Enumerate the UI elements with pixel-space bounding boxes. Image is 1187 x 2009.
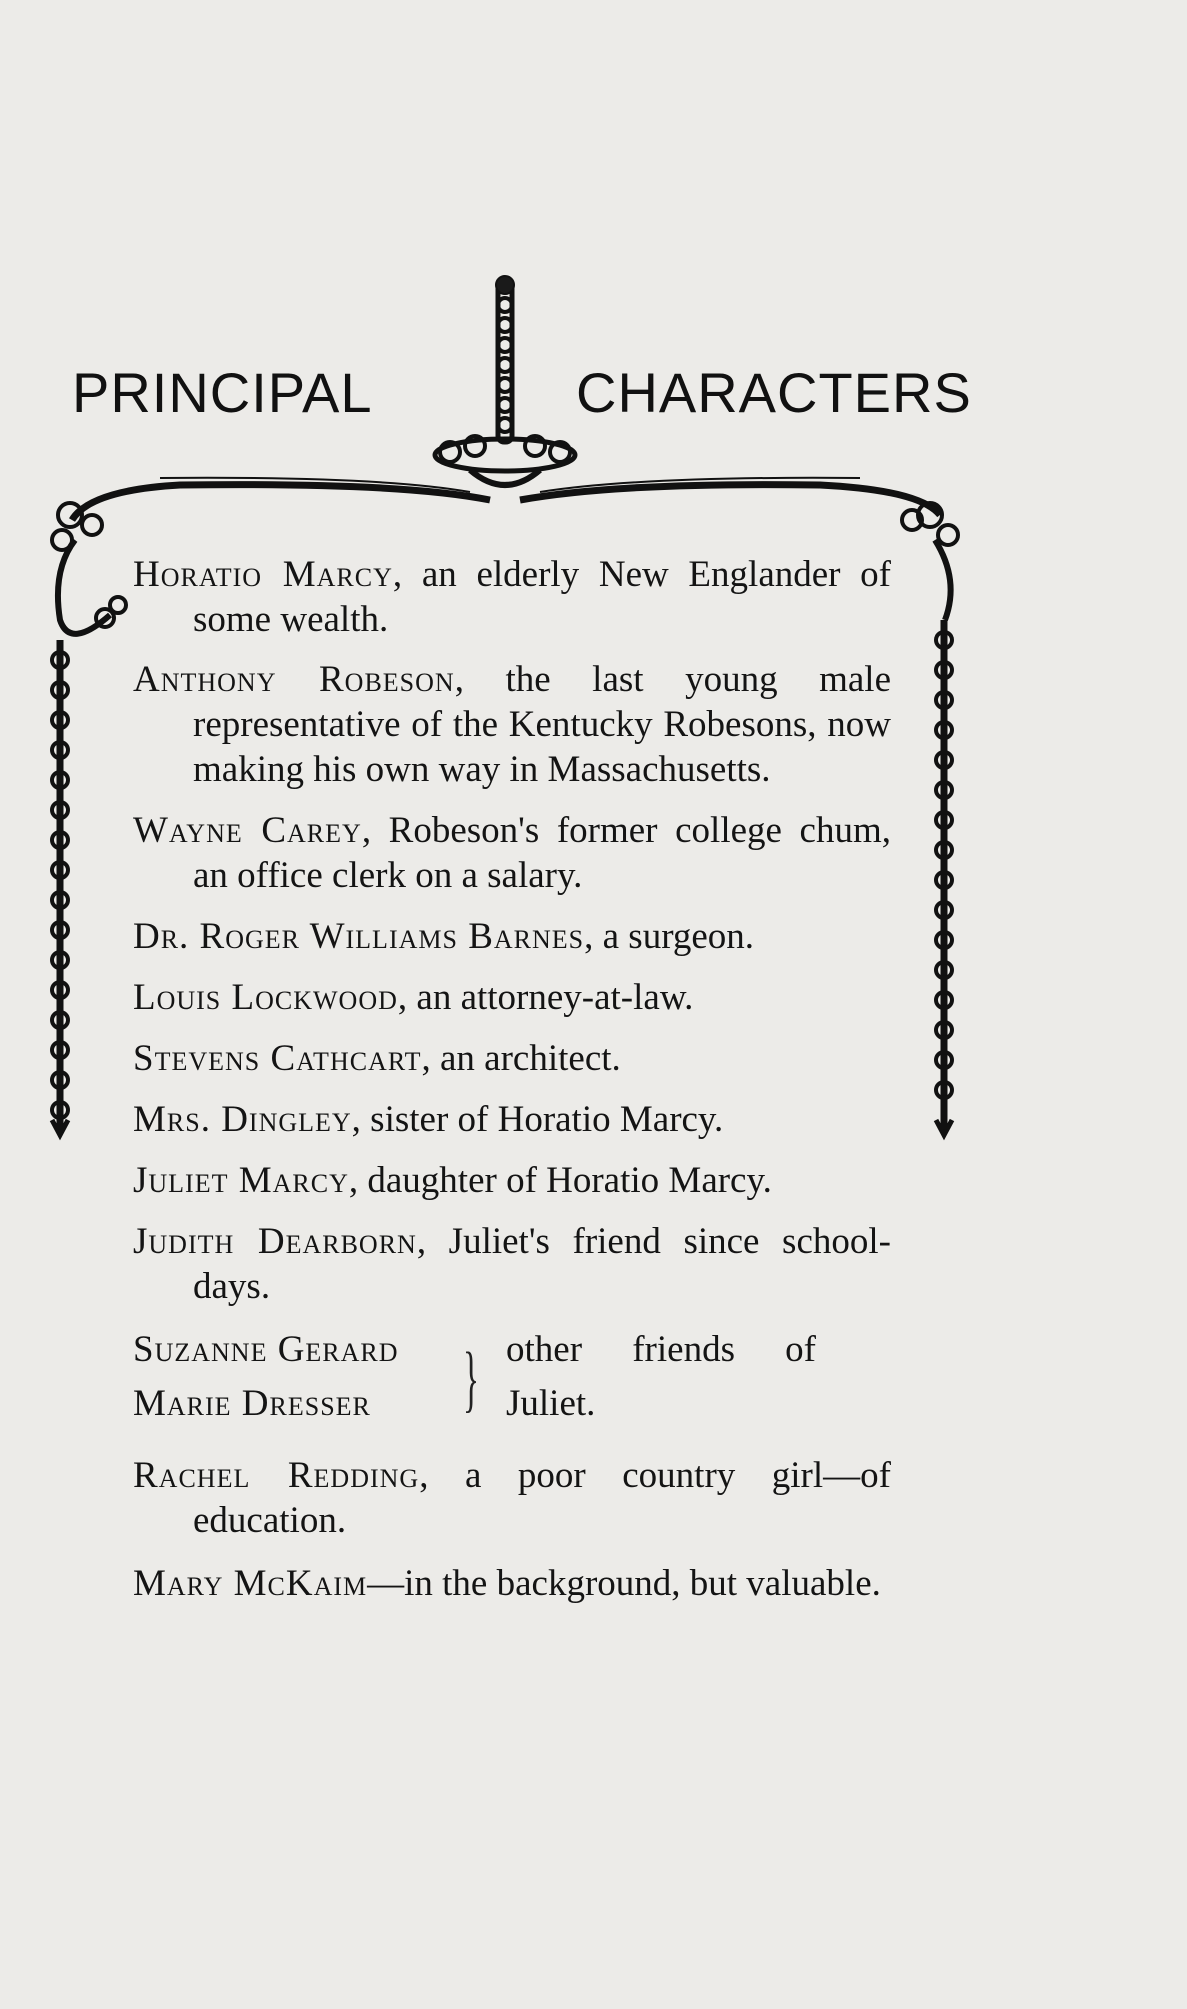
character-name: Suzanne Gerard <box>133 1329 399 1370</box>
list-item <box>133 808 891 898</box>
character-desc: , an architect. <box>421 1038 621 1079</box>
list-item <box>133 1158 891 1203</box>
character-name: Marie Dresser <box>133 1383 371 1424</box>
character-name: Juliet Marcy <box>133 1160 349 1201</box>
character-name: Mrs. Dingley <box>133 1099 352 1140</box>
heading-characters: CHARACTERS <box>576 361 972 424</box>
character-desc: , a poor country girl—of education. <box>193 1455 891 1541</box>
list-item <box>133 1453 891 1543</box>
character-name: Wayne Carey <box>133 810 362 851</box>
character-desc: —in the background, but valuable. <box>367 1563 881 1604</box>
list-item <box>133 552 891 642</box>
friends-group <box>133 1327 891 1439</box>
character-desc: , an attorney-at-law. <box>397 977 694 1018</box>
brace-glyph: } <box>463 1338 479 1420</box>
group-desc-line1: other friends of <box>506 1329 816 1370</box>
list-item <box>133 914 891 959</box>
list-item <box>133 975 891 1020</box>
list-item <box>133 1036 891 1081</box>
character-name: Dr. Roger Williams Barnes <box>133 916 585 957</box>
list-item <box>133 1097 891 1142</box>
character-name: Stevens Cathcart <box>133 1038 422 1079</box>
character-desc: , daughter of Horatio Marcy. <box>348 1160 772 1201</box>
character-desc: , Robeson's former college chum, an office clerk on a salary. <box>193 810 891 896</box>
character-name: Louis Lockwood <box>133 977 398 1018</box>
character-name: Judith Dearborn <box>133 1221 417 1262</box>
character-desc: , Juliet's friend since school-days. <box>193 1221 891 1307</box>
character-desc: , an elderly New Englander of some wealth. <box>193 554 891 640</box>
character-name: Anthony Robeson <box>133 659 455 700</box>
list-item <box>133 657 891 792</box>
group-desc-line2: Juliet. <box>506 1383 596 1424</box>
character-name: Mary McKaim <box>133 1563 368 1604</box>
heading-principal: PRINCIPAL <box>72 361 373 424</box>
list-item <box>133 1219 891 1309</box>
character-desc: , the last young male representative of the Kentucky Robesons, now making his own way in Massachusetts. <box>193 659 891 790</box>
character-desc: , sister of Horatio Marcy. <box>351 1099 724 1140</box>
character-name: Rachel Redding <box>133 1455 420 1496</box>
character-desc: , a surgeon. <box>584 916 755 957</box>
list-item <box>133 1561 891 1606</box>
character-name: Horatio Marcy <box>133 554 393 595</box>
character-list <box>133 552 891 1606</box>
